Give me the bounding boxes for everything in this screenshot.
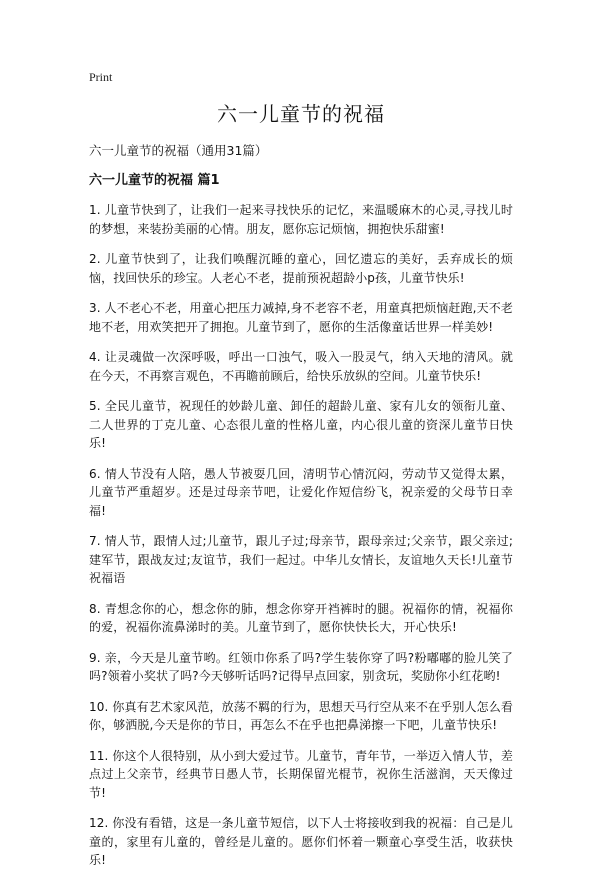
paragraph: 10. 你真有艺术家风范，放荡不羁的行为，思想天马行空从来不在乎别人怎么看你，够洒脱,今天是你的节日，再怎么不在乎也把鼻涕擦一下吧，儿童节快乐! bbox=[89, 699, 513, 732]
paragraph: 11. 你这个人很特别，从小到大爱过节。儿童节，青年节，一举迈入情人节，差点过上父亲节，经典节日愚人节，长期保留光棍节，祝你生活滋润，天天像过节! bbox=[89, 748, 513, 800]
paragraph: 7. 情人节，跟情人过;儿童节，跟儿子过;母亲节，跟母亲过;父亲节，跟父亲过;建军节，跟战友过;友谊节，我们一起过。中华儿女情长，友谊地久天长!儿童节祝福语 bbox=[89, 534, 513, 585]
print-link[interactable]: Print bbox=[89, 70, 113, 84]
paragraph: 1. 儿童节快到了，让我们一起来寻找快乐的记忆，来温暖麻木的心灵,寻找儿时的梦想，来装扮美丽的心情。朋友，愿你忘记烦恼，拥抱快乐甜蜜! bbox=[89, 203, 513, 236]
paragraph: 9. 亲，今天是儿童节哟。红领巾你系了吗?学生装你穿了吗?粉嘟嘟的脸儿笑了吗?领着小奖状了吗?今天够听话吗?记得早点回家，别贪玩，奖励你小红花哟! bbox=[89, 650, 513, 683]
paragraph: 12. 你没有看错，这是一条儿童节短信，以下人士将接收到我的祝福：自己是儿童的，家里有儿童的，曾经是儿童的。愿你们怀着一颗童心享受生活，收获快乐! bbox=[89, 816, 513, 867]
paragraph: 3. 人不老心不老，用童心把压力减掉,身不老容不老，用童真把烦恼赶跑,天不老地不老，用欢笑把开了拥抱。儿童节到了，愿你的生活像童话世界一样美妙! bbox=[89, 301, 513, 334]
section-heading: 六一儿童节的祝福 篇1 bbox=[89, 173, 220, 188]
paragraph: 5. 全民儿童节，祝现任的妙龄儿童、卸任的超龄儿童、家有儿女的领衔儿童、二人世界的丁克儿童、心态很儿童的性格儿童，内心很儿童的资深儿童节日快乐! bbox=[89, 399, 513, 450]
paragraph: 4. 让灵魂做一次深呼吸，呼出一口浊气，吸入一股灵气，纳入天地的清风。就在今天，不再察言观色，不再瞻前顾后，给快乐放纵的空间。儿童节快乐! bbox=[89, 350, 513, 383]
paragraph: 8. 青想念你的心，想念你的肺，想念你穿开裆裤时的腿。祝福你的情，祝福你的爱，祝福你流鼻涕时的美。儿童节到了，愿你快快长大，开心快乐! bbox=[89, 601, 513, 634]
document-subtitle: 六一儿童节的祝福（通用31篇） bbox=[89, 143, 268, 158]
paragraph: 2. 儿童节快到了，让我们唤醒沉睡的童心，回忆遗忘的美好，丢弃成长的烦恼，找回快乐的珍宝。人老心不老，提前预祝超龄小p孩，儿童节快乐! bbox=[89, 252, 513, 285]
paragraph: 6. 情人节没有人陪，愚人节被耍几回，清明节心情沉闷，劳动节又觉得太累，儿童节严重超岁。还是过母亲节吧，让爱化作短信纷飞，祝亲爱的父母节日幸福! bbox=[89, 466, 513, 518]
document-page bbox=[89, 70, 513, 882]
page-title: 六一儿童节的祝福 bbox=[217, 102, 385, 126]
